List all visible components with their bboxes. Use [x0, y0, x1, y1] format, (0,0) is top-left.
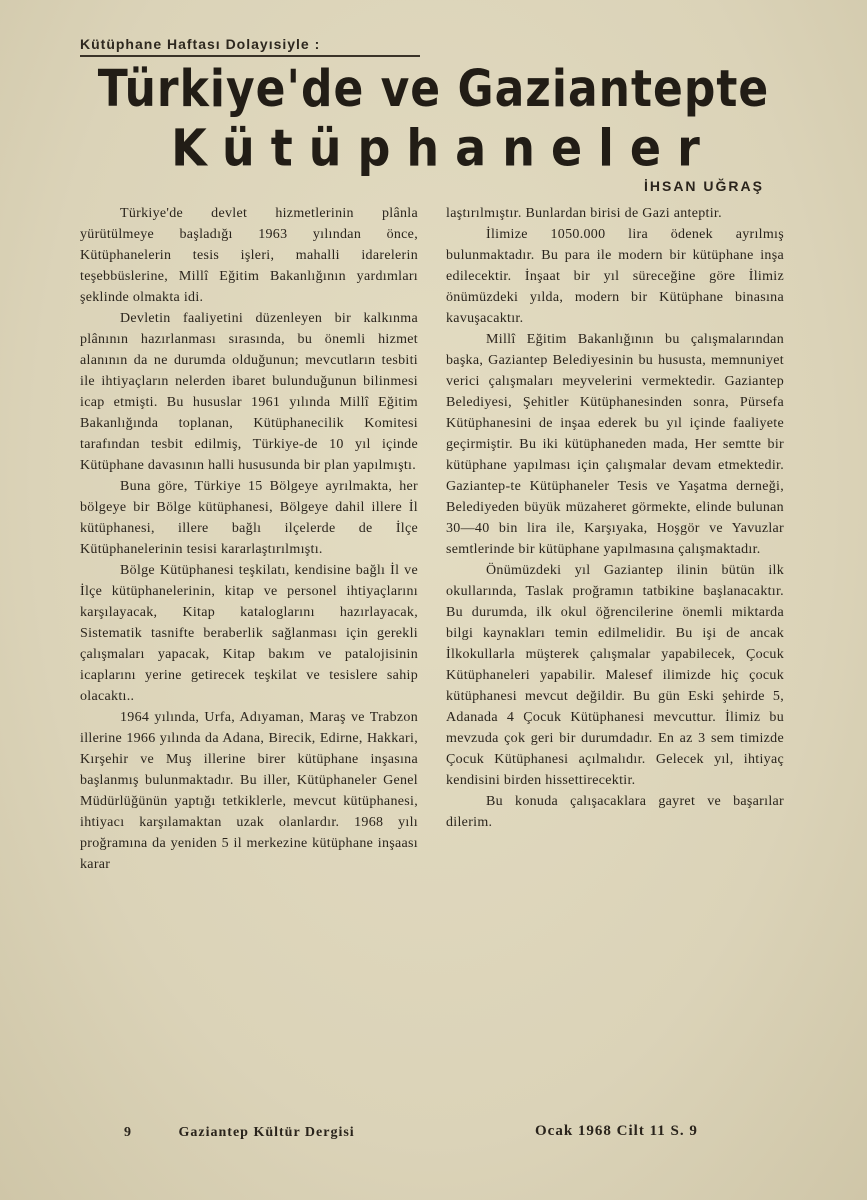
kicker-underline: [80, 55, 420, 57]
article-title-line-2: Kütüphaneler: [171, 118, 716, 178]
paragraph: Millî Eğitim Bakanlığının bu çalışmalarından başka, Gaziantep Belediyesinin bu hususta, memnuniyet verici çalışmaları meyvelerini vermektedir. Gaziantep Belediyesi, Şehitler Kütüphanesinden sonra, Pürsefa Kütüphanesini de inşaa ederek bu yıl içinde faaliyete geçirmiştir. Bu iki kütüphaneden mada, Her semtte bir kütüphane yapılması için çalışmalar devam etmektedir. Gaziantep-te Kütüphaneler Tesis ve Yaşatma derneği, Belediyeden büyük müzaheret görmekte, elinde bulunan 30—40 bin lira ile, Karşıyaka, Hoşgör ve Yavuzlar semtlerinde bir kütüphane yapılmasına çalışmaktadır.: [446, 332, 784, 557]
article-column-right: [446, 203, 784, 833]
footer-left: [124, 1125, 355, 1141]
section-kicker: Kütüphane Haftası Dolayısiyle :: [80, 36, 321, 52]
paragraph: 1964 yılında, Urfa, Adıyaman, Maraş ve Trabzon illerine 1966 yılında da Adana, Birecik, Edirne, Hakkari, Kırşehir ve Muş illerine birer kütüphane inşasına başlanmış bulunmaktadır. Bu iller, Kütüphaneler Genel Müdürlüğünün yaptığı tetkiklerle, mevcut kütüphanesi, ihtiyacı karşılamaktan uzak olanlardır. 1968 yılı proğramına da yeniden 5 il merkezine kütüphane inşaası karar: [80, 710, 418, 872]
article-column-left: [80, 203, 418, 875]
page-number: 9: [124, 1125, 132, 1140]
paragraph: Önümüzdeki yıl Gaziantep ilinin bütün ilk okullarında, Taslak proğramın tatbikine başlanacaktır. Bu durumda, ilk okul öğrencilerine önemli miktarda bilgi kaynakları temin edilmelidir. Bu işi de ancak İlkokullarla müşterek çalışmalar yapabilecek, Çocuk Kütüphaneleri yapabilir. Malesef ilimizde hiç çocuk kütüphanesi mevcut değildir. Bu gün Eski şehirde 5, Adanada 4 Çocuk Kütüphanesi mevcuttur. İlimiz bu mevzuda çok geri bir durumdadır. En az 3 sem timizde Çocuk Kütüphanesi açılmalıdır. Gelecek yıl, ihtiyaç kendisini birden hissettirecektir.: [446, 563, 784, 788]
paragraph: Bölge Kütüphanesi teşkilatı, kendisine bağlı İl ve İlçe kütüphanelerinin, kitap ve personel ihtiyaçlarını karşılayacak, Kitap kataloglarını hazırlayacak, Sistematik tasnifte beraberlik sağlanması için gerekli çalışmaları yapacak, Kitap bakım ve patalojisinin icaplarını yerine getirecek teşkilat ve tesislere sahip olacaktı..: [80, 563, 418, 704]
issue-info: Ocak 1968 Cilt 11 S. 9: [535, 1123, 698, 1139]
paragraph: İlimize 1050.000 lira ödenek ayrılmış bulunmaktadır. Bu para ile modern bir kütüphane inşa edilecektir. İnşaat bir yıl süreceğine göre İlimiz önümüzdeki yılda, modern bir Kütüphane binasına kavuşacaktır.: [446, 227, 784, 326]
paragraph: Bu konuda çalışacaklara gayret ve başarılar dilerim.: [446, 794, 784, 830]
journal-name: Gaziantep Kültür Dergisi: [178, 1125, 355, 1140]
paragraph: Buna göre, Türkiye 15 Bölgeye ayrılmakta, her bölgeye bir Bölge kütüphanesi, Bölgeye dahil illere İl kütüphanesi, illere bağlı ilçelerde de İlçe Kütüphanelerinin tesisi kararlaştırılmıştı.: [80, 479, 418, 557]
paragraph: Türkiye'de devlet hizmetlerinin plânla yürütülmeye başladığı 1963 yılından önce, Kütüphanelerin tesis işleri, mahalli idarelerin teşebbüslerine, Millî Eğitim Bakanlığının yardımları şeklinde olmakta idi.: [80, 206, 418, 305]
paragraph: laştırılmıştır. Bunlardan birisi de Gazi anteptir.: [446, 206, 722, 221]
author-byline: İHSAN UĞRAŞ: [643, 178, 764, 194]
article-title-line-1: Türkiye'de ve Gaziantepte: [97, 60, 770, 119]
paragraph: Devletin faaliyetini düzenleyen bir kalkınma plânının hazırlanması sırasında, bu önemli hizmet alanının da ne durumda olduğunun; mevcutların tesbiti ile ihtiyaçların nelerden ibaret bulunduğunun bilinmesi icap etmişti. Bu hususlar 1961 yılında Millî Eğitim Bakanlığında toplanan, Kütüphanecilik Komitesi tarafından tesbit edilmiş, Türkiye-de 10 yıl içinde Kütüphane davasının halli hususunda bir plan yapılmıştı.: [80, 311, 418, 473]
